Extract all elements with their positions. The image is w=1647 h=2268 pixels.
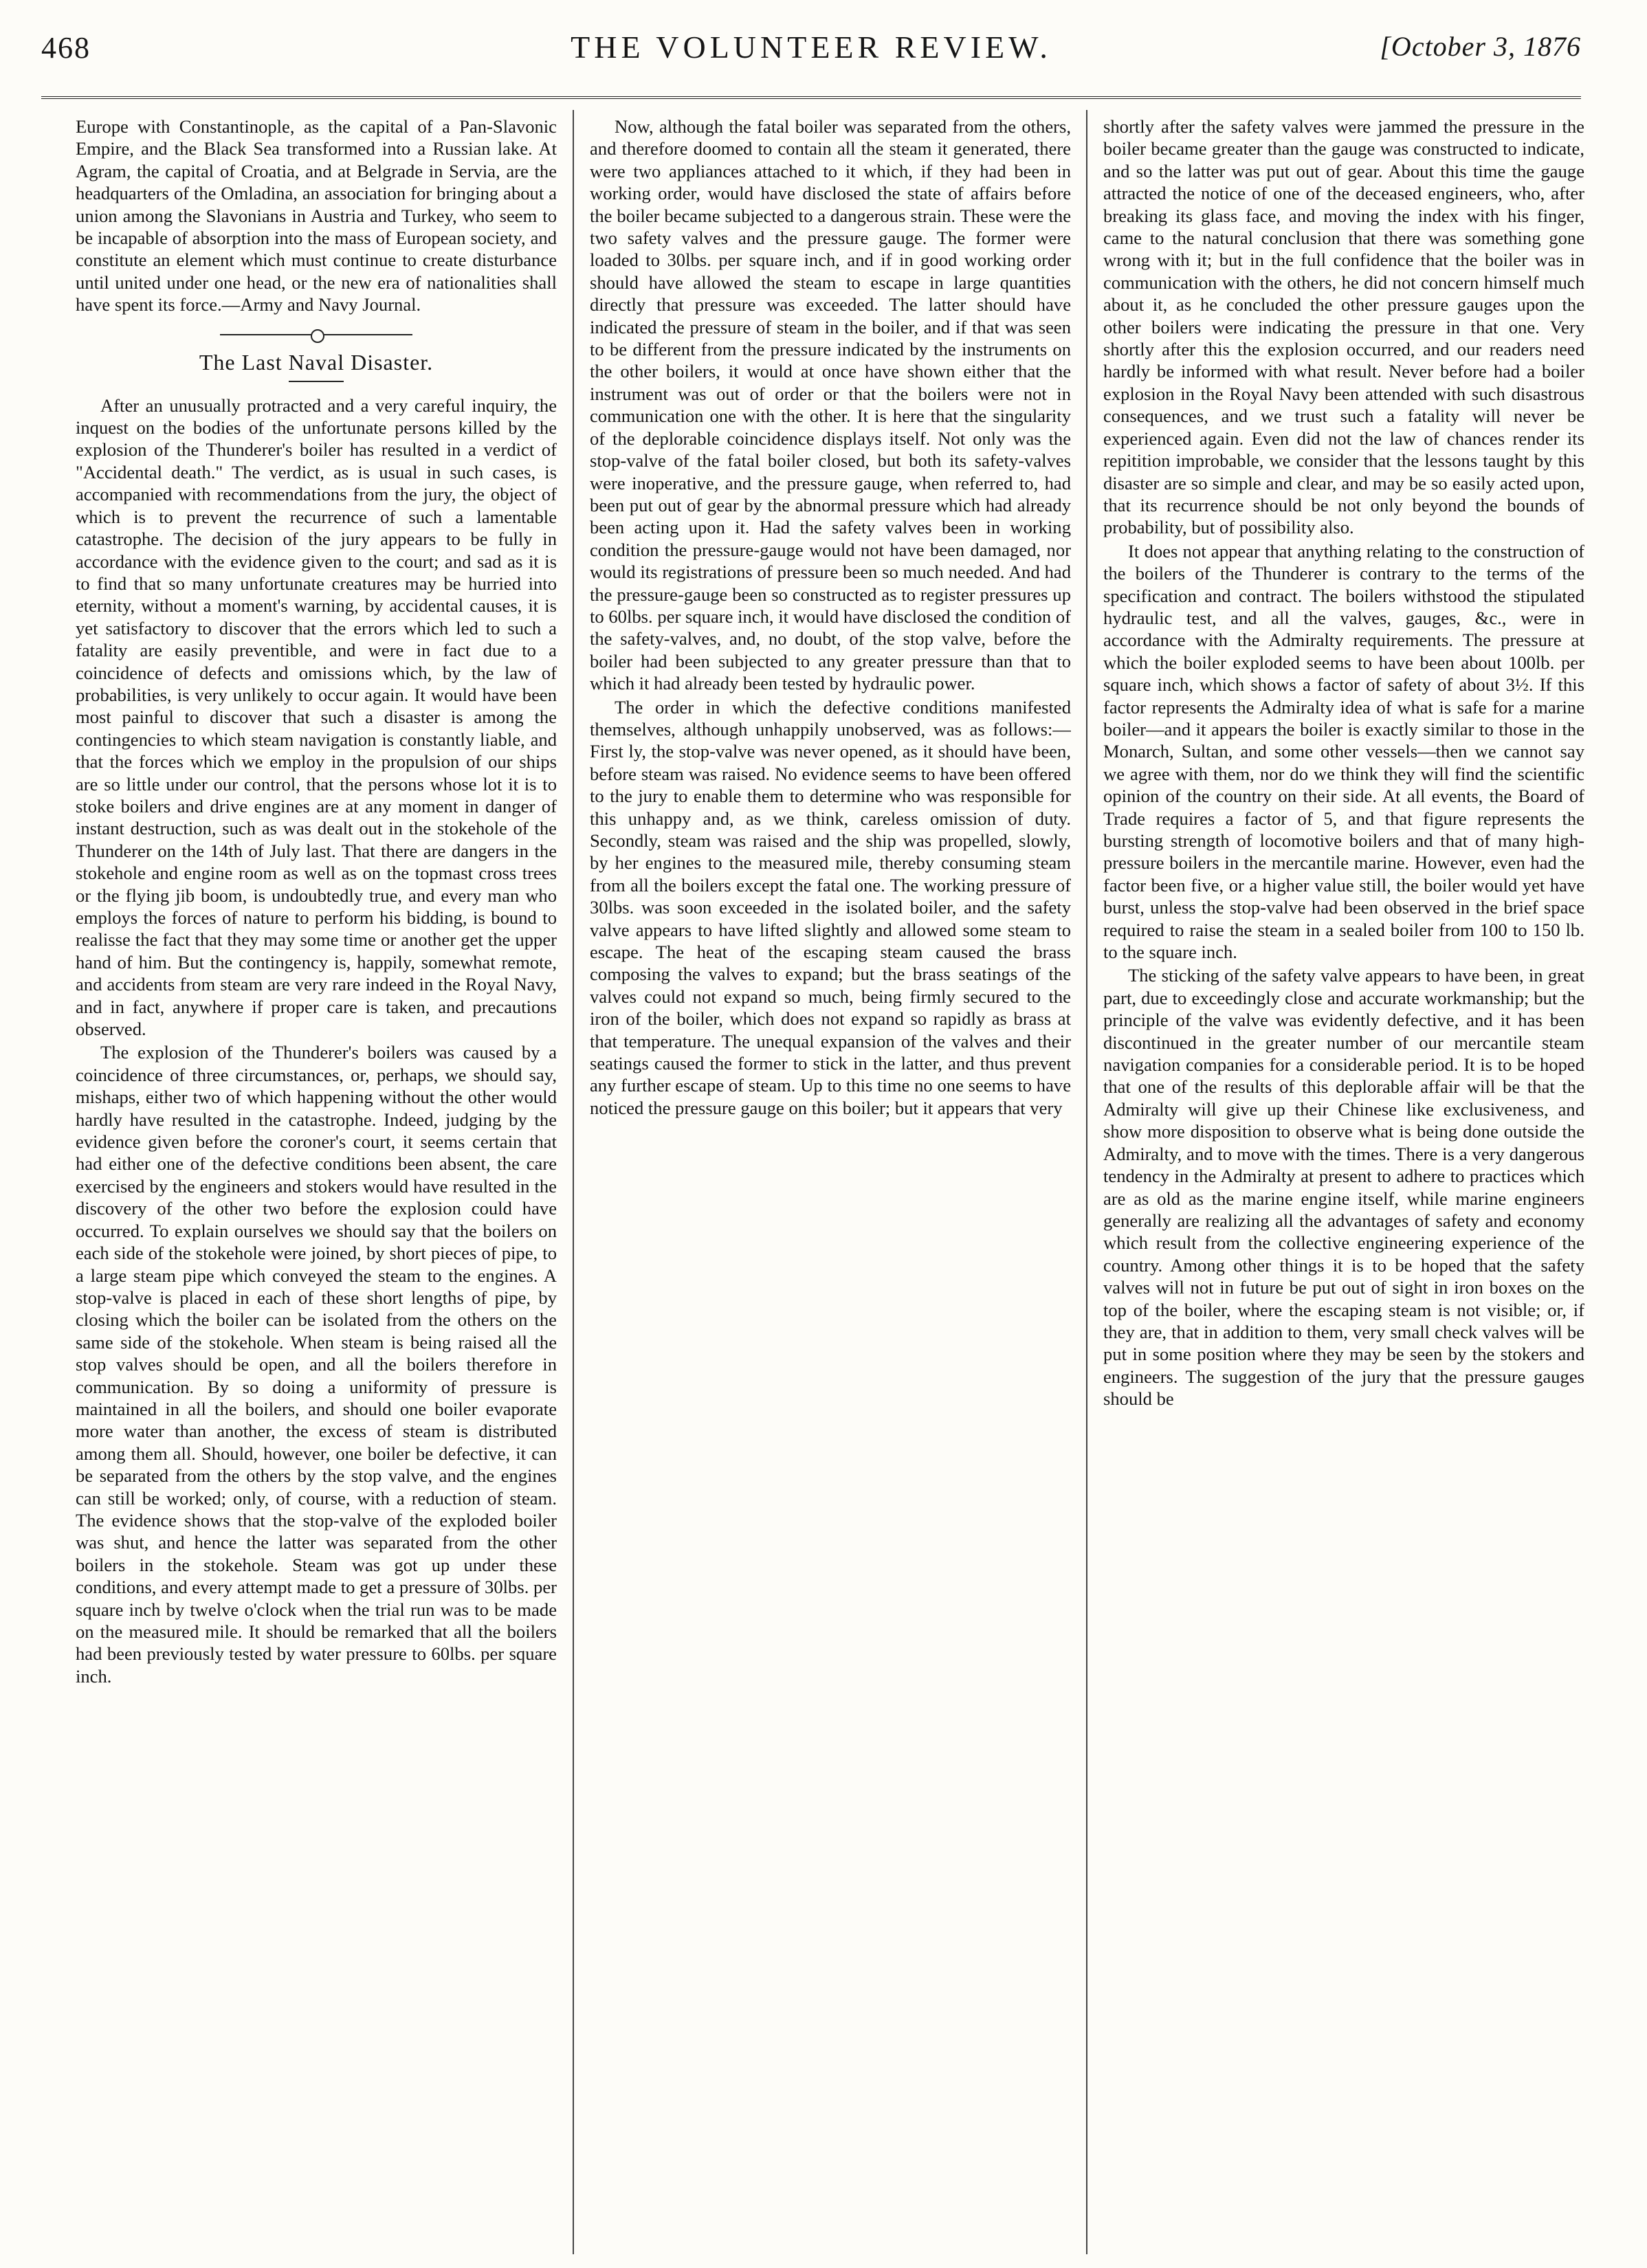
headline-rule (289, 381, 344, 382)
article-paragraph: The explosion of the Thunderer's boilers was caused by a coincidence of three circumstances, or, perhaps, we should say, mishaps, either two of which happening without the other would hardly have resulted in the catastrophe. Indeed, judging by the evidence given before the coroner's court, it seems certain that had either one of the defective conditions been absent, the care exercised by the engineers and stokers would have resulted in the discovery of the other two before the explosion could have occurred. To explain ourselves we should say that the boilers on each side of the stokehole were joined, by short pieces of pipe, to a large steam pipe which conveyed the steam to the engines. A stop-valve is placed in each of these short lengths of pipe, by closing which the boiler can be isolated from the others on the same side of the stokehole. When steam is being raised all the stop valves should be open, and all the boilers therefore in communication. By so doing a uniformity of pressure is maintained in all the boilers, and should one boiler evaporate more water than another, the excess of steam is distributed among them all. Should, however, one boiler be defective, it can be separated from the others by the stop valve, and the engines can still be worked; only, of course, with a reduction of steam. The evidence shows that the stop-valve of the exploded boiler was shut, and hence the latter was separated from the other boilers in the stokehole. Steam was got up under these conditions, and every attempt made to get a pressure of 30lbs. per square inch by twelve o'clock when the trial run was to be made on the measured mile. It should be remarked that all the boilers had been previously tested by water pressure to 60lbs. per square inch. (76, 1042, 557, 1687)
article-continuation: Europe with Constantinople, as the capital of a Pan-Slavonic Empire, and the Black Sea transformed into a Russian lake. At Agram, the capital of Croatia, and at Belgrade in Servia, are the headquarters of the Omladina, an association for bringing about a union among the Slavonians in Austria and Turkey, who seem to be incapable of absorption into the mass of European society, and constitute an element which must continue to create disturbance until united under one head, or the new era of nationalities shall have spent its force.—Army and Navy Journal. (76, 116, 557, 315)
header-rule (41, 96, 1581, 99)
section-separator (220, 334, 412, 335)
page-number: 468 (41, 31, 91, 65)
issue-date: [October 3, 1876 (1380, 31, 1581, 62)
article-paragraph: The order in which the defective conditions manifested themselves, although unhappily unobserved, was as follows:—First ly, the stop-valve was never opened, as it should have been, before steam was raised. No evidence seems to have been offered to the jury to enable them to determine who was responsible for this unhappy and, as we think, careless omission of duty. Secondly, steam was raised and the ship was propelled, slowly, by her engines to the measured mile, thereby consuming steam from all the boilers except the fatal one. The working pressure of 30lbs. was soon exceeded in the isolated boiler, and the safety valve appears to have lifted slightly and allowed some steam to escape. The heat of the escaping steam caused the brass composing the valves to expand; but the brass seatings of the valves could not expand so much, being firmly secured to the iron of the boiler, which does not expand so rapidly as brass at that temperature. The unequal expansion of the valves and their seatings caused the former to stick in the latter, and thus prevent any further escape of steam. Up to this time no one seems to have noticed the pressure gauge on this boiler; but it appears that very (590, 696, 1071, 1118)
article-paragraph: shortly after the safety valves were jammed the pressure in the boiler became greater than the gauge was constructed to indicate, and so the latter was put out of gear. About this time the gauge attracted the notice of one of the deceased engineers, who, after breaking its glass face, and moving the index with his finger, came to the natural conclusion that there was something gone wrong with it; but in the full confidence that the boiler was in communication with the others, he did not concern himself much about it, as he concluded the other pressure gauges upon the other boilers were indicating the pressure in that one. Very shortly after this the explosion occurred, and our readers need hardly be informed with what result. Never before had a boiler explosion in the Royal Navy been attended with such disastrous consequences, and we trust such a fatality will never be experienced again. Even did not the law of chances render its repitition improbable, we consider that the lessons taught by this disaster are so simple and clear, and may be so easily acted upon, that its recurrence should be not only beyond the bounds of probability, but of possibility also. (1103, 116, 1584, 538)
page-header (41, 21, 1581, 80)
article-paragraph: The sticking of the safety valve appears to have been, in great part, due to exceedingly close and accurate workmanship; but the principle of the valve was evidently defective, and it has been discontinued in the greater number of our mercantile steam navigation companies for a considerable period. It is to be hoped that one of the results of this deplorable affair will be that the Admiralty will give up their Chinese like exclusiveness, and show more disposition to observe what is being done outside the Admiralty, and to move with the times. There is a very dangerous tendency in the Admiralty at present to adhere to practices which are as old as the marine engine itself, while marine engineers generally are realizing all the advantages of safety and economy which result from the collective engineering experience of the country. Among other things it is to be hoped that the safety valves will not in future be put out of sight in iron boxes on the top of the boiler, where the escaping steam is not visible; or, if they are, that in addition to them, very small check valves will be put in some position where they may be seen by the stokers and engineers. The suggestion of the jury that the pressure gauges should be (1103, 965, 1584, 1410)
article-paragraph: After an unusually protracted and a very careful inquiry, the inquest on the bodies of the unfortunate persons killed by the explosion of the Thunderer's boiler has resulted in a verdict of "Accidental death." The verdict, as is usual in such cases, is accompanied with recommendations from the jury, the object of which is to prevent the recurrence of such a lamentable catastrophe. The decision of the jury appears to be fully in accordance with the evidence given to the court; and sad as it is to find that so many unfortunate creatures may be hurried into eternity, without a moment's warning, by accidental causes, it is yet satisfactory to discover that the errors which led to such a fatality are easily preventible, and were in fact due to a coincidence of defects and omissions which, by the law of probabilities, is very unlikely to occur again. It would have been most painful to discover that such a disaster is among the contingencies to which steam navigation is constantly liable, and that the forces which we employ in the propulsion of our ships are so little under our control, that the persons whose lot it is to stoke boilers and drive engines are at any moment in danger of instant destruction, such as was dealt out in the stokehole of the Thunderer on the 14th of July last. That there are dangers in the stokehole and engine room as well as on the topmast cross trees or the flying jib boom, is undoubtedly true, and every man who employs the forces of nature to perform his bidding, is bound to realisse the fact that they may some time or another get the upper hand of him. But the contingency is, happily, somewhat remote, and accidents from steam are very rare indeed in the Royal Navy, and in fact, anywhere if proper care is taken, and precautions observed. (76, 394, 557, 1040)
article-paragraph: It does not appear that anything relating to the construction of the boilers of the Thunderer is contrary to the terms of the specification and contract. The boilers withstood the stipulated hydraulic test, and all the valves, gauges, &c., were in accordance with the Admiralty requirements. The pressure at which the boiler exploded seems to have been about 100lb. per square inch, which shows a factor of safety of about 3½. If this factor represents the Admiralty idea of what is safe for a marine boiler—and it appears the boiler is exactly similar to those in the Monarch, Sultan, and some other vessels—then we cannot say we agree with them, nor do we think they will find the scientific opinion of the country on their side. At all events, the Board of Trade requires a factor of 5, and that figure represents the bursting strength of locomotive boilers and that of many high-pressure boilers in the mercantile marine. However, even had the factor been five, or a higher value still, the boiler would yet have burst, unless the stop-valve had been observed in the brief space required to raise the steam in a sealed boiler from 100 to 150 lb. to the square inch. (1103, 540, 1584, 963)
newspaper-title: THE VOLUNTEER REVIEW. (571, 30, 1052, 65)
column-3 (1103, 115, 1584, 2253)
article-headline: The Last Naval Disaster. (199, 349, 434, 375)
column-1 (76, 115, 557, 2253)
column-divider (1086, 110, 1087, 2254)
article-paragraph: Now, although the fatal boiler was separated from the others, and therefore doomed to contain all the steam it generated, there were two appliances attached to it which, if they had been in working order, would have disclosed the state of affairs before the boiler became subjected to a dangerous strain. These were the two safety valves and the pressure gauge. The former were loaded to 30lbs. per square inch, and if in good working order should have allowed the steam to escape in large quantities directly that pressure was exceeded. The latter should have indicated the pressure of steam in the boiler, and if that was seen to be different from the pressure indicated by the instruments on the other boilers, it would at once have shown either that the instrument was out of order or that the boilers were not in communication one with the other. It is here that the singularity of the deplorable coincidence displays itself. Not only was the stop-valve of the fatal boiler closed, but both its safety-valves were inoperative, and the pressure gauge, when referred to, had been put out of gear by the abnormal pressure which had already been acting upon it. Had the safety valves been in working condition the pressure-gauge would not have been damaged, nor would its registrations of pressure been so much needed. And had the pressure-gauge been so constructed as to register pressures up to 60lbs. per square inch, it would have disclosed the condition of the safety-valves, and, no doubt, of the stop valve, before the boiler had been subjected to any greater pressure than that to which it had already been tested by hydraulic power. (590, 116, 1071, 694)
column-2 (590, 115, 1071, 2253)
column-divider (573, 110, 574, 2254)
